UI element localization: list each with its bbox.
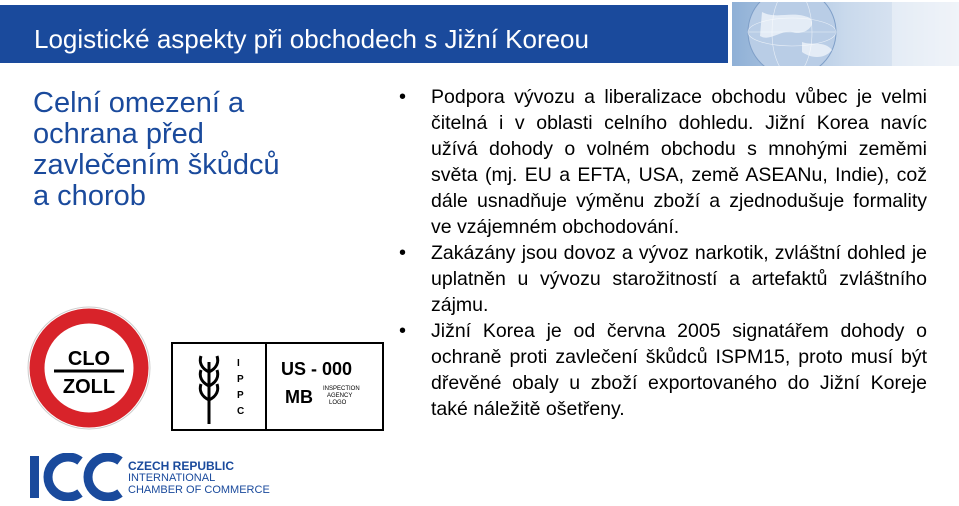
sign-line-2: ZOLL: [62, 376, 116, 398]
customs-sign-icon: [26, 305, 152, 431]
section-heading-line: Celní omezení a: [33, 87, 245, 119]
agency-line: LOGO: [329, 400, 347, 406]
bullet-item: • Podpora vývozu a liberalizace obchodu vůbec je velmi čitelná i v oblasti celního dohledu. Jižní Korea navíc užívá dohody o volném obchodu s mnohými zeměmi světa (mj. EU a EFTA, USA, země ASEANu, Indie), což dále usnadňuje výměnu zboží a zjednodušuje formality ve vzájemném obchodování.: [397, 84, 927, 240]
globe-image: [732, 2, 959, 66]
section-heading-line: zavlečením škůdců: [33, 149, 280, 181]
sign-line-1: CLO: [67, 348, 111, 370]
icc-line: INTERNATIONAL: [128, 472, 216, 484]
bullet-list: [397, 84, 927, 422]
section-heading-line: ochrana před: [33, 118, 204, 150]
bullet-item: • Zakázány jsou dovoz a vývoz narkotik, zvláštní dohled je uplatněn u vývozu starožitností a artefaktů zvláštního zájmu.: [397, 240, 927, 318]
ippc-letter: P: [237, 390, 244, 401]
icc-logo: [28, 453, 278, 501]
icc-logo-icon: [28, 453, 128, 501]
ippc-letter: P: [237, 374, 244, 385]
ippc-mark: MB: [285, 387, 313, 407]
ippc-letter: C: [237, 406, 245, 417]
header-bar: [0, 5, 728, 63]
ippc-code: US - 000: [281, 359, 353, 379]
agency-line: INSPECTION: [323, 386, 360, 392]
header-divider: [0, 66, 959, 68]
slide-header: [0, 0, 959, 66]
section-heading-line: a chorob: [33, 180, 146, 212]
agency-line: AGENCY: [327, 393, 353, 399]
bullet-item: • Jižní Korea je od června 2005 signatářem dohody o ochraně proti zavlečení škůdců ISPM15, proto musí být dřevěné obaly u zboží exportovaného do Jižní Koreje také náležitě ošetřeny.: [397, 318, 927, 422]
icc-line: CZECH REPUBLIC: [128, 459, 235, 473]
ippc-letter: I: [237, 358, 240, 369]
ippc-mark-icon: [171, 342, 384, 431]
section-heading: [33, 88, 363, 212]
icc-line: CHAMBER OF COMMERCE: [128, 484, 270, 496]
slide-title: Logistické aspekty při obchodech s Jižní Koreou: [34, 24, 589, 54]
icc-wordmark: [128, 460, 270, 496]
globe-icon: [732, 2, 959, 66]
